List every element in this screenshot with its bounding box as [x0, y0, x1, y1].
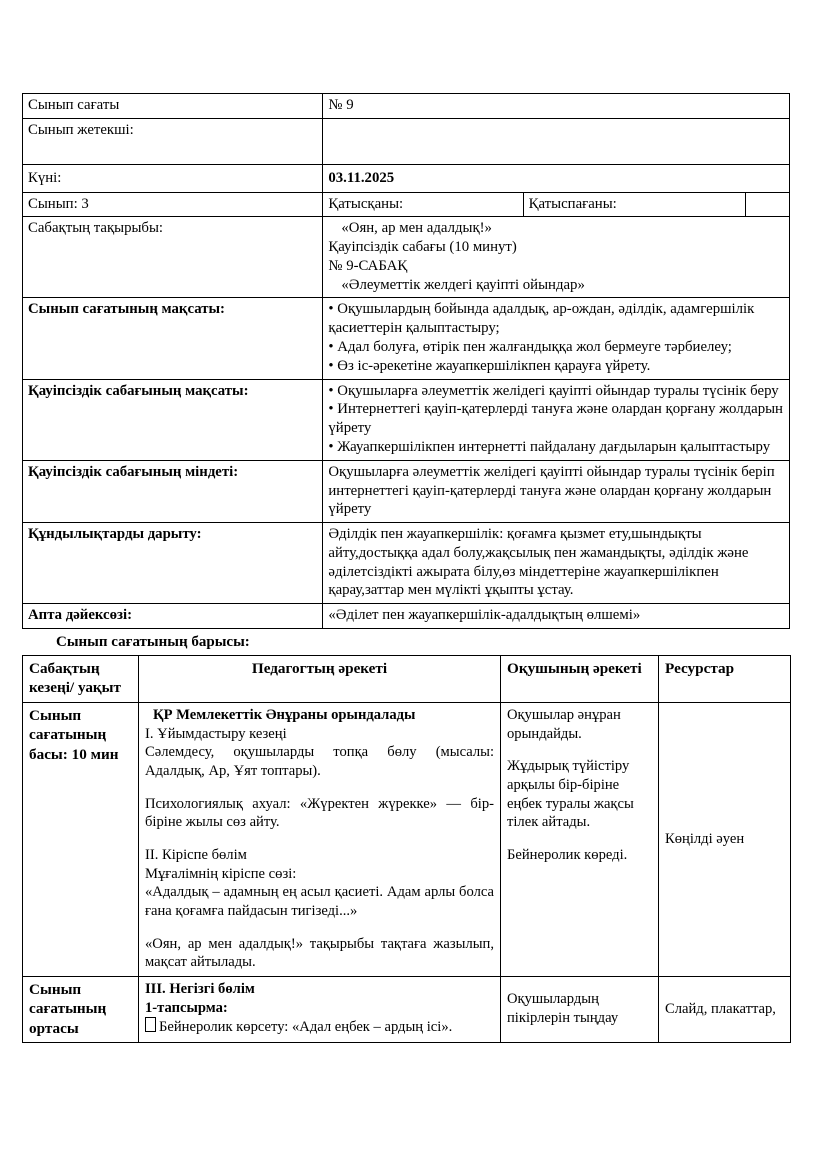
teacher-block-with-icon	[145, 1017, 494, 1037]
label-class-number: Сынып: 3	[23, 192, 323, 217]
teacher-block: Сәлемдесу, оқушыларды топқа бөлу (мысалы: Адалдық, Ар, Ұят топтары).	[145, 744, 494, 779]
label-safety-goal: Қауіпсіздік сабағының мақсаты:	[23, 379, 323, 460]
plan-row-beginning	[23, 702, 791, 976]
pupil-block: Оқушылар әнұран орындайды.	[507, 706, 621, 742]
label-class-hour: Сынып сағаты	[23, 94, 323, 119]
plan-pupil-activity-beginning	[501, 702, 659, 976]
plan-pupil-activity-middle: Оқушылардың пікірлерін тыңдау	[501, 976, 659, 1042]
plan-row-middle	[23, 976, 791, 1042]
teacher-spacer	[145, 781, 494, 795]
plan-resources-beginning: Көңілді әуен	[659, 702, 791, 976]
pupil-spacer	[507, 743, 652, 757]
info-row-safety-task	[23, 460, 790, 522]
plan-resources-middle: Слайд, плакаттар,	[659, 976, 791, 1042]
teacher-block: I. Ұйымдастыру кезеңі	[145, 725, 287, 742]
value-values: Әділдік пен жауапкершілік: қоғамға қызмет ету,шындықты айту,достыққа адал болу,жақсылық пен жамандықты, әділдік және әділетсіздікті ажырата білу,өз міндеттеріне жауапкершілікпен қарау,заттар мен мүлікті ұқыпты ұстау.	[323, 523, 790, 604]
label-class-hour-goal: Сынып сағатының мақсаты:	[23, 298, 323, 379]
value-class-hour-goal	[323, 298, 790, 379]
teacher-spacer	[145, 832, 494, 846]
missing-glyph-icon	[145, 1017, 156, 1032]
teacher-block: «Адалдық – адамның ең асыл қасиеті. Адам арлы болса ғана қоғамға пайдасын тигізеді...»	[145, 884, 494, 919]
topic-line-2: Қауіпсіздік сабағы (10 минут)	[328, 239, 517, 256]
label-values: Құндылықтарды дарыту:	[23, 523, 323, 604]
pupil-block: Жұдырық түйістіру арқылы бір-біріне еңбек туралы жақсы тілек айтады.	[507, 758, 634, 831]
value-week-quote: «Әділет пен жауапкершілік-адалдықтың өлшемі»	[323, 604, 790, 629]
info-row-week-quote	[23, 604, 790, 629]
safety-goal-item-3: • Жауапкершілікпен интернетті пайдалану дағдыларын қалыптастыру	[328, 438, 771, 455]
info-row-values	[23, 523, 790, 604]
info-row-safety-goal	[23, 379, 790, 460]
teacher-block: II. Кіріспе бөлім	[145, 846, 247, 863]
label-week-quote: Апта дәйексөзі:	[23, 604, 323, 629]
lesson-plan-sheet	[22, 93, 790, 1043]
teacher-block: ҚР Мемлекеттік Әнұраны орындалады	[153, 706, 416, 723]
value-date: 03.11.2025	[323, 164, 790, 192]
plan-header-teacher: Педагогтың әрекеті	[139, 655, 501, 702]
pupil-spacer	[507, 832, 652, 846]
teacher-spacer	[145, 921, 494, 935]
safety-goal-item-2: • Интернеттегі қауіп-қатерлерді тануға және олардан қорғану жолдарын үйрету	[328, 401, 783, 437]
topic-line-3: № 9-САБАҚ	[328, 257, 408, 274]
attendance-extra-cell	[745, 192, 789, 217]
value-safety-goal	[323, 379, 790, 460]
pupil-block: Бейнеролик көреді.	[507, 846, 628, 863]
teacher-block: Психологиялық ахуал: «Жүректен жүрекке» — бір-біріне жылы сөз айту.	[145, 795, 494, 831]
section-caption: Сынып сағатының барысы:	[56, 633, 250, 650]
info-row-teacher	[23, 118, 790, 164]
value-class-teacher	[323, 118, 790, 164]
plan-stage-middle: Сынып сағатының ортасы	[23, 976, 139, 1042]
class-hour-goal-item-2: • Адал болуға, өтірік пен жалғандыққа жол бермеуге тәрбиелеу;	[328, 339, 732, 356]
label-attended: Қатысқаны:	[323, 192, 523, 217]
info-row-topic	[23, 217, 790, 298]
info-row-class-attendance	[23, 192, 790, 217]
plan-header-stage: Сабақтың кезеңі/ уақыт	[23, 655, 139, 702]
topic-line-1: «Оян, ар мен адалдық!»	[341, 220, 492, 237]
class-hour-goal-item-3: • Өз іс-әрекетіне жауапкершілікпен қарауға үйрету.	[328, 357, 651, 374]
info-row-class-hour	[23, 94, 790, 119]
teacher-block: III. Негізгі бөлім	[145, 980, 255, 997]
plan-header-row	[23, 655, 791, 702]
teacher-block: 1-тапсырма:	[145, 999, 228, 1016]
plan-teacher-activity-middle	[139, 976, 501, 1042]
label-lesson-topic: Сабақтың тақырыбы:	[23, 217, 323, 298]
label-absent: Қатыспағаны:	[523, 192, 745, 217]
class-hour-goal-item-1: • Оқушылардың бойында адалдық, ар-ождан, әділдік, адамгершілік қасиеттерін қалыптастыру;	[328, 301, 755, 337]
lesson-info-table	[22, 93, 790, 629]
plan-header-pupil: Оқушының әрекеті	[501, 655, 659, 702]
plan-header-resources: Ресурстар	[659, 655, 791, 702]
teacher-block: «Оян, ар мен адалдық!» тақырыбы тақтаға жазылып, мақсат айтылады.	[145, 935, 494, 971]
safety-goal-item-1: • Оқушыларға әлеуметтік желідегі қауіпті ойындар туралы түсінік беру	[328, 382, 779, 399]
info-row-class-hour-goal	[23, 298, 790, 379]
teacher-block-text: Бейнеролик көрсету: «Адал еңбек – ардың ісі».	[159, 1019, 453, 1036]
value-class-hour-number: № 9	[323, 94, 790, 119]
label-class-teacher: Сынып жетекші:	[23, 118, 323, 164]
label-safety-task: Қауіпсіздік сабағының міндеті:	[23, 460, 323, 522]
plan-stage-beginning: Сынып сағатының басы: 10 мин	[23, 702, 139, 976]
teacher-block: Мұғалімнің кіріспе сөзі:	[145, 865, 297, 882]
plan-teacher-activity-beginning	[139, 702, 501, 976]
label-date: Күні:	[23, 164, 323, 192]
value-safety-task: Оқушыларға әлеуметтік желідегі қауіпті ойындар туралы түсінік беріп интернеттегі қауіп-қатерлерді тануға және олардан қорғану жолдарын үйрету	[323, 460, 790, 522]
lesson-progress-table	[22, 655, 791, 1043]
info-row-date	[23, 164, 790, 192]
topic-line-4: «Әлеуметтік желдегі қауіпті ойындар»	[341, 276, 585, 293]
value-lesson-topic	[323, 217, 790, 298]
